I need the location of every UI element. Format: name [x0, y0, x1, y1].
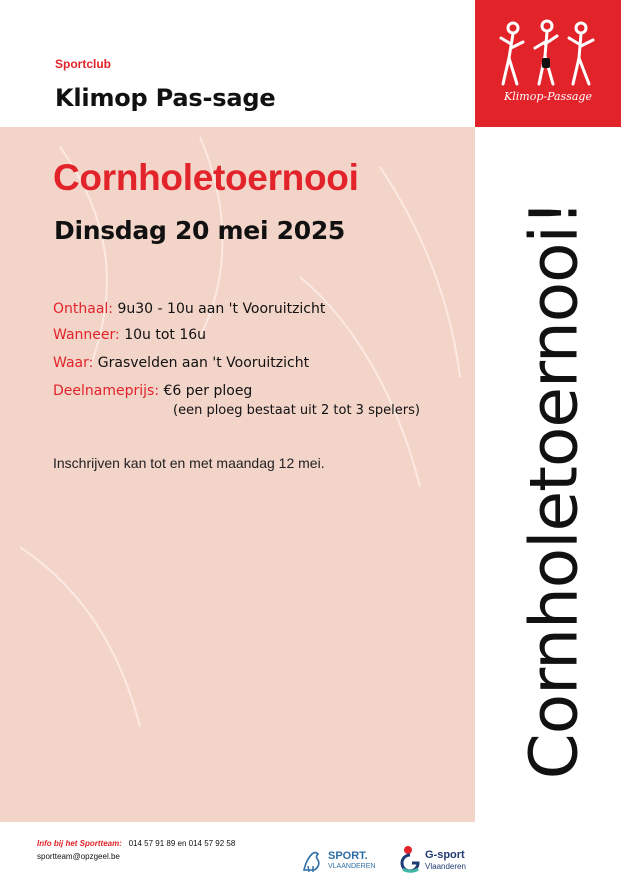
waar-label: Waar: [53, 355, 94, 371]
sport-vlaanderen-logo [300, 844, 390, 874]
club-name: Klimop Pas-sage [55, 84, 276, 112]
page-margin [621, 0, 641, 880]
waar-value: Grasvelden aan 't Vooruitzicht [97, 355, 310, 371]
vertical-title: Cornholetoernooi! [515, 200, 593, 780]
info-waar [53, 355, 309, 371]
footer [0, 822, 621, 880]
info-deelnameprijs [53, 383, 252, 399]
event-title: Cornholetoernooi [53, 157, 359, 198]
onthaal-label: Onthaal: [53, 301, 114, 317]
klimop-passage-logo [475, 0, 621, 127]
wanneer-label: Wanneer: [53, 327, 120, 343]
wanneer-value: 10u tot 16u [124, 327, 207, 343]
gsport-sub: Vlaanderen [425, 862, 466, 871]
event-date: Dinsdag 20 mei 2025 [54, 216, 346, 245]
header [0, 0, 475, 127]
club-label: Sportclub [55, 57, 111, 71]
info-onthaal [53, 301, 325, 317]
footer-email[interactable]: sportteam@opzgeel.be [37, 852, 120, 861]
prijs-value: €6 per ploeg [163, 383, 253, 399]
logo-text: Klimop-Passage [504, 90, 592, 103]
gsport-word: G-sport [425, 849, 465, 861]
sport-vlaanderen-word: SPORT. [328, 850, 368, 862]
signup-deadline: Inschrijven kan tot en met maandag 12 mei. [53, 455, 325, 471]
footer-contact [37, 839, 235, 848]
dancing-figures-icon [495, 18, 601, 88]
info-wanneer [53, 327, 206, 343]
gsport-icon [400, 845, 422, 873]
footer-info-label: Info bij het Sportteam: [37, 839, 122, 848]
footer-phones: 014 57 91 89 en 014 57 92 58 [128, 839, 236, 848]
lion-icon [300, 848, 324, 874]
prijs-label: Deelnameprijs: [53, 383, 160, 399]
gsport-logo [400, 842, 490, 876]
onthaal-value: 9u30 - 10u aan 't Vooruitzicht [117, 301, 326, 317]
prijs-note: (een ploeg bestaat uit 2 tot 3 spelers) [173, 403, 420, 418]
sport-vlaanderen-sub: VLAANDEREN [328, 863, 376, 870]
